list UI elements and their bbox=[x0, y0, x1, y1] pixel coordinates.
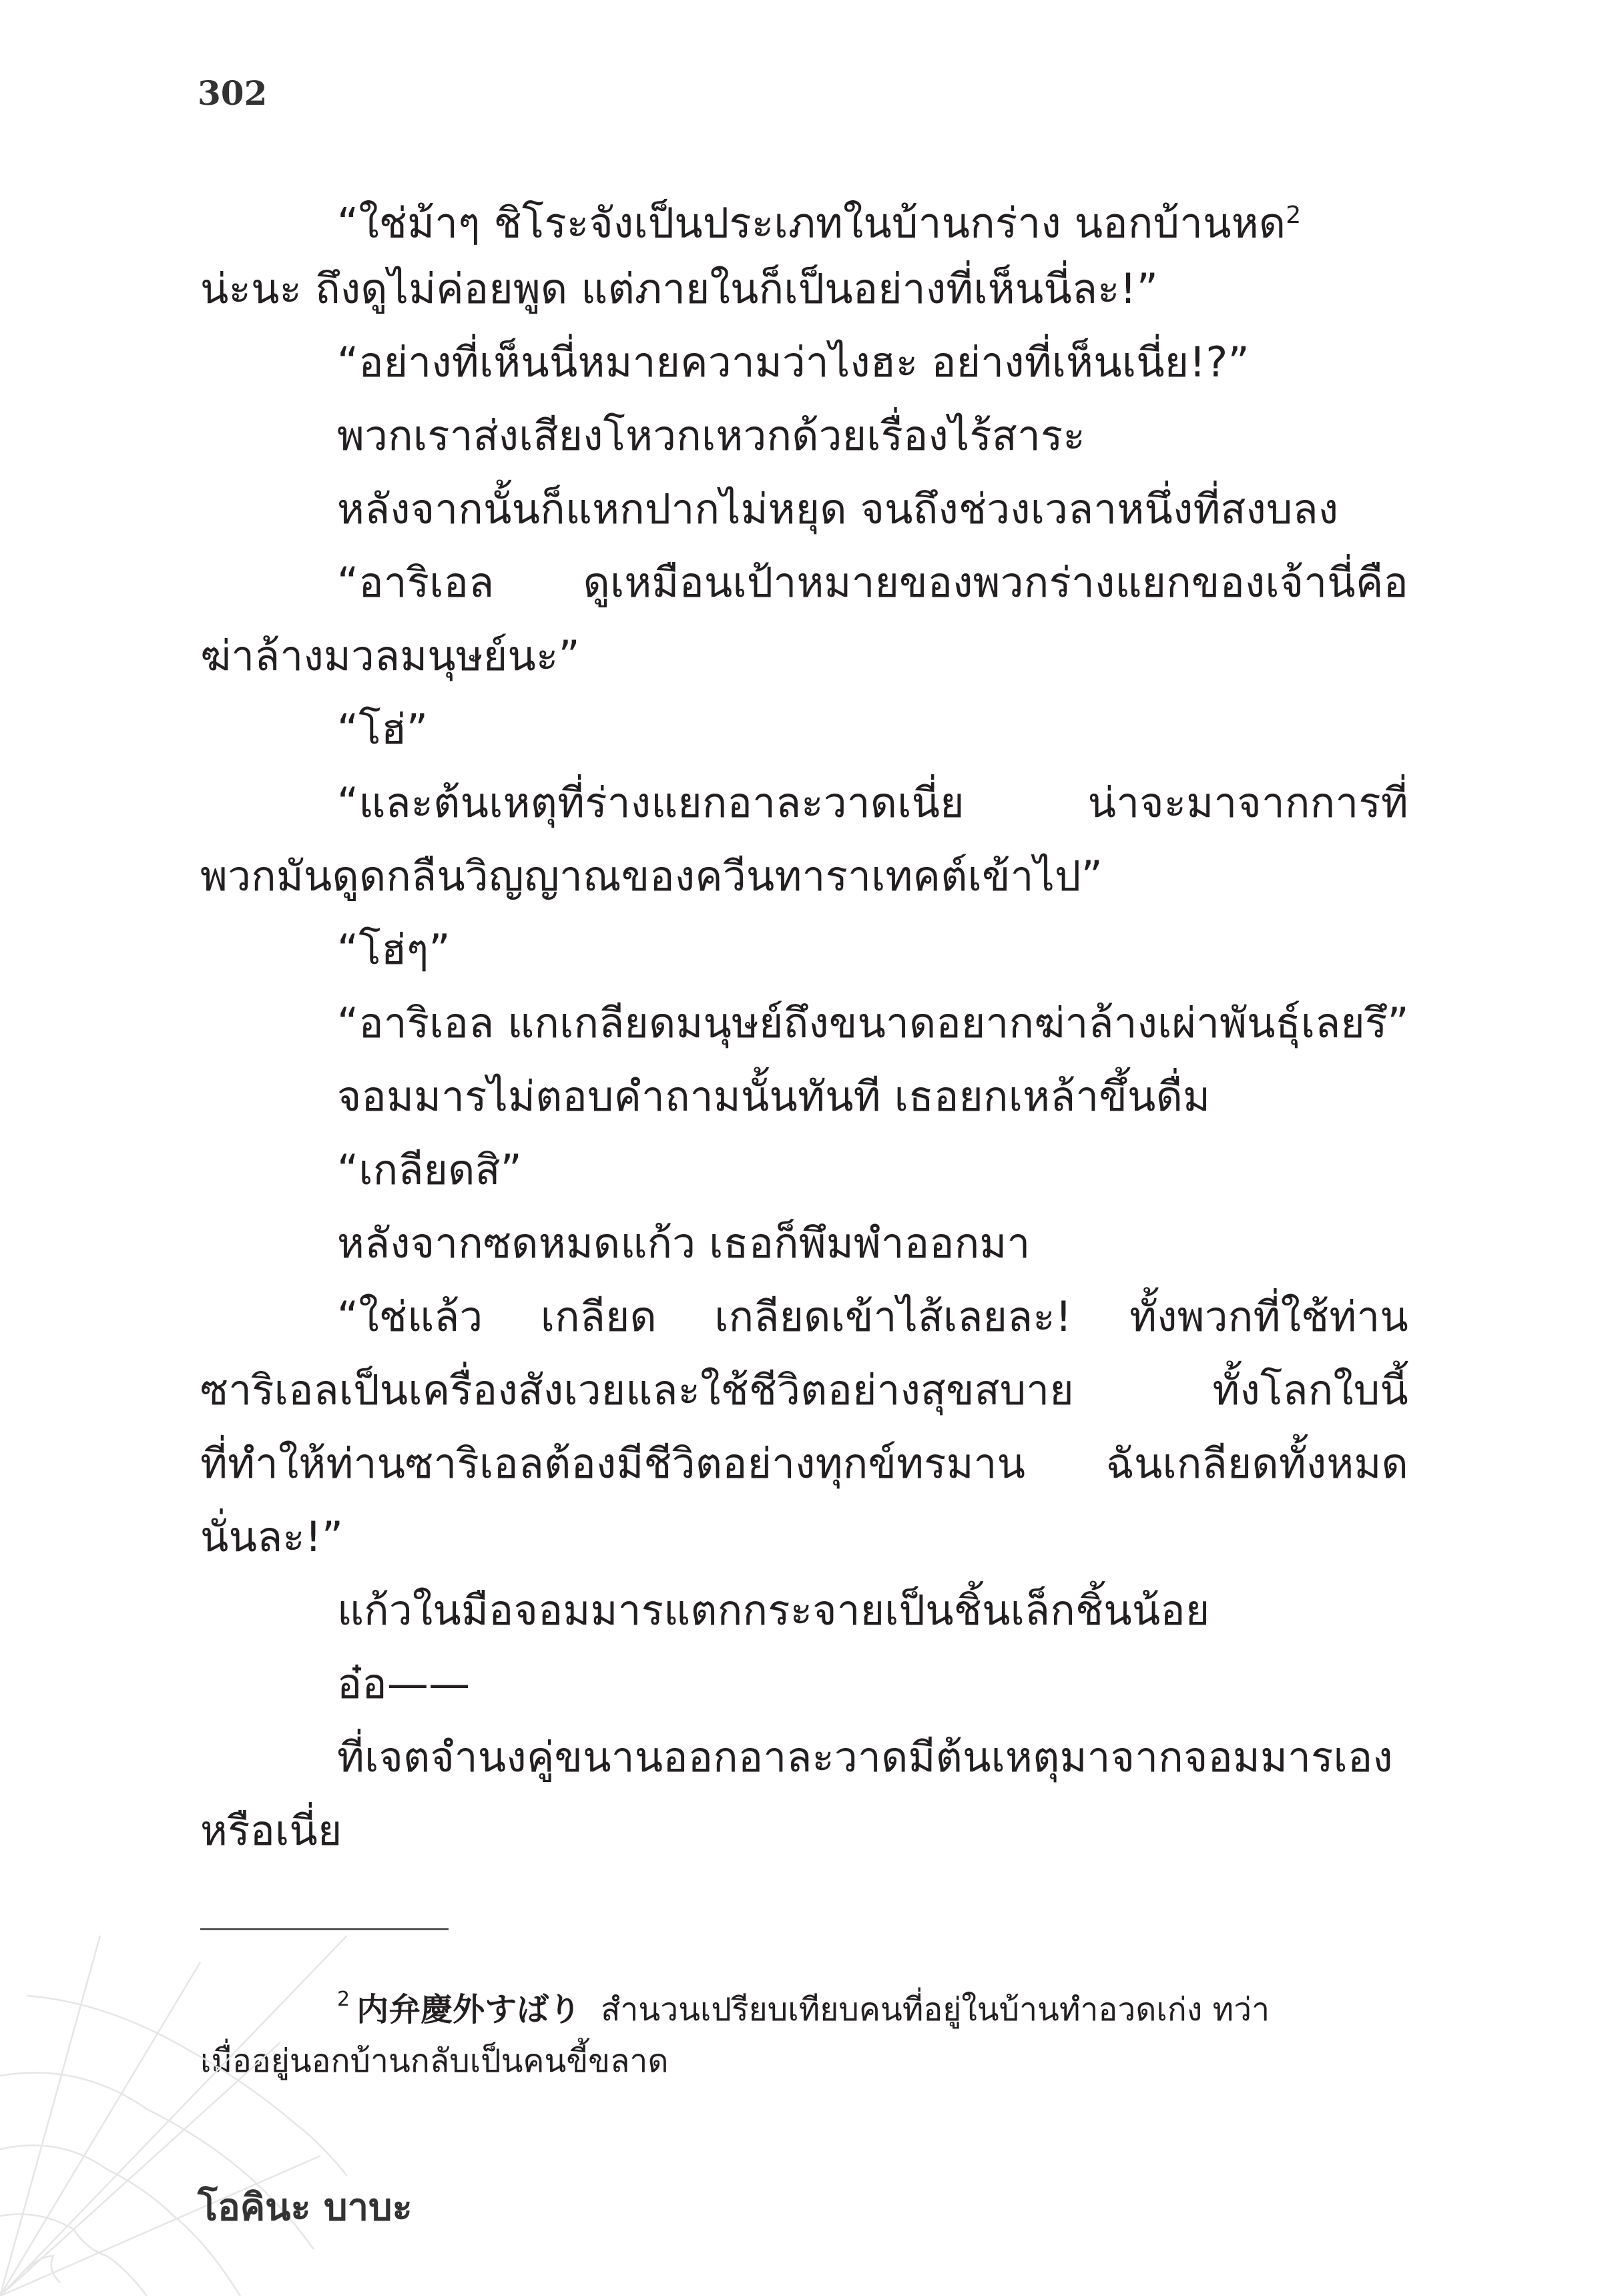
text-line-content: ที่เจตจำนงคู่ขนานออกอาละวาดมีต้นเหตุมาจากจอมมารเอง bbox=[337, 1733, 1393, 1781]
text-line-content: จอมมารไม่ตอบคำถามนั้นทันที เธอยกเหล้าขึ้นดื่ม bbox=[337, 1072, 1211, 1121]
text-line-content: พวกมันดูดกลืนวิญญาณของควีนทาราเทคต์เข้าไป” bbox=[200, 852, 1103, 900]
text-line bbox=[200, 1060, 1408, 1133]
footnote-divider bbox=[200, 1928, 449, 1930]
text-line bbox=[200, 693, 1408, 766]
footnote-text-1: สำนวนเปรียบเทียบคนที่อยู่ในบ้านทำอวดเก่ง ทว่า bbox=[601, 1991, 1270, 2028]
text-line bbox=[200, 1500, 1408, 1574]
footnote-reference: 2 bbox=[1286, 202, 1302, 229]
text-line bbox=[200, 1794, 1408, 1868]
text-line-content: “อย่างที่เห็นนี่หมายความว่าไงฮะ อย่างที่เห็นเนี่ย!?” bbox=[337, 338, 1250, 386]
text-line-content: พวกเราส่งเสียงโหวกเหวกด้วยเรื่องไร้สาระ bbox=[337, 411, 1085, 460]
text-line-content: “และต้นเหตุที่ร่างแยกอาละวาดเนี่ย น่าจะมาจากการที่ bbox=[337, 778, 1408, 827]
text-line-content: “อาริเอล แกเกลียดมนุษย์ถึงขนาดอยากฆ่าล้างเผ่าพันธุ์เลยรึ” bbox=[337, 998, 1409, 1047]
page-number: 302 bbox=[198, 73, 268, 113]
footnote-marker: 2 bbox=[337, 1988, 350, 2011]
text-line bbox=[200, 1647, 1408, 1721]
text-line bbox=[200, 1207, 1408, 1280]
text-line-content: “ใช่ม้าๆ ชิโระจังเป็นประเภทในบ้านกร่าง นอกบ้านหด bbox=[337, 198, 1286, 248]
text-line bbox=[200, 1721, 1408, 1794]
text-line-content: หรือเนี่ย bbox=[200, 1806, 342, 1855]
text-line bbox=[200, 986, 1408, 1060]
text-line-content: หลังจากซดหมดแก้ว เธอก็พึมพำออกมา bbox=[337, 1219, 1031, 1267]
text-line bbox=[200, 179, 1408, 252]
footnote-line-1 bbox=[200, 1969, 1408, 2030]
spider-web-decoration bbox=[0, 1936, 347, 2296]
text-line bbox=[200, 399, 1408, 473]
text-line bbox=[200, 1427, 1408, 1500]
text-line bbox=[200, 252, 1408, 326]
footnote bbox=[200, 1969, 1408, 2092]
text-line-content: ฆ่าล้างมวลมนุษย์นะ” bbox=[200, 631, 580, 680]
text-line-content: “โฮ่” bbox=[337, 705, 429, 754]
text-line bbox=[200, 766, 1408, 840]
body-text bbox=[200, 179, 1408, 1868]
text-line-content: “อาริเอล ดูเหมือนเป้าหมายของพวกร่างแยกของเจ้านี่คือ bbox=[337, 558, 1408, 607]
footnote-term: 内弁慶外すばり bbox=[356, 1991, 581, 2028]
text-line-content: อ๋อ—— bbox=[337, 1659, 471, 1708]
text-line-content: “โฮ่ๆ” bbox=[337, 925, 451, 974]
text-line-content: หลังจากนั้นก็แหกปากไม่หยุด จนถึงช่วงเวลาหนึ่งที่สงบลง bbox=[337, 485, 1339, 533]
text-line bbox=[200, 326, 1408, 399]
text-line-content: ที่ทำให้ท่านซาริเอลต้องมีชีวิตอย่างทุกข์ทรมาน ฉันเกลียดทั้งหมด bbox=[200, 1439, 1408, 1488]
text-line bbox=[200, 1574, 1408, 1647]
text-line bbox=[200, 913, 1408, 986]
text-line-content: น่ะนะ ถึงดูไม่ค่อยพูด แต่ภายในก็เป็นอย่างที่เห็นนี่ละ!” bbox=[200, 264, 1159, 313]
text-line bbox=[200, 1133, 1408, 1207]
text-line bbox=[200, 840, 1408, 913]
text-line bbox=[200, 1280, 1408, 1354]
text-line-content: “ใช่แล้ว เกลียด เกลียดเข้าไส้เลยละ! ทั้งพวกที่ใช้ท่าน bbox=[337, 1292, 1408, 1341]
text-line-content: “เกลียดสิ” bbox=[337, 1145, 522, 1194]
text-line bbox=[200, 619, 1408, 693]
text-line bbox=[200, 1354, 1408, 1427]
text-line-content: ซาริเอลเป็นเครื่องสังเวยและใช้ชีวิตอย่างสุขสบาย ทั้งโลกใบนี้ bbox=[200, 1366, 1408, 1414]
text-line-content: แก้วในมือจอมมารแตกกระจายเป็นชิ้นเล็กชิ้นน้อย bbox=[337, 1586, 1210, 1635]
series-title: โอคินะ บาบะ bbox=[198, 2186, 413, 2229]
text-line bbox=[200, 473, 1408, 546]
text-line bbox=[200, 546, 1408, 619]
footnote-line-2: เมื่ออยู่นอกบ้านกลับเป็นคนขี้ขลาด bbox=[200, 2042, 669, 2080]
text-line-content: นั่นละ!” bbox=[200, 1512, 344, 1561]
